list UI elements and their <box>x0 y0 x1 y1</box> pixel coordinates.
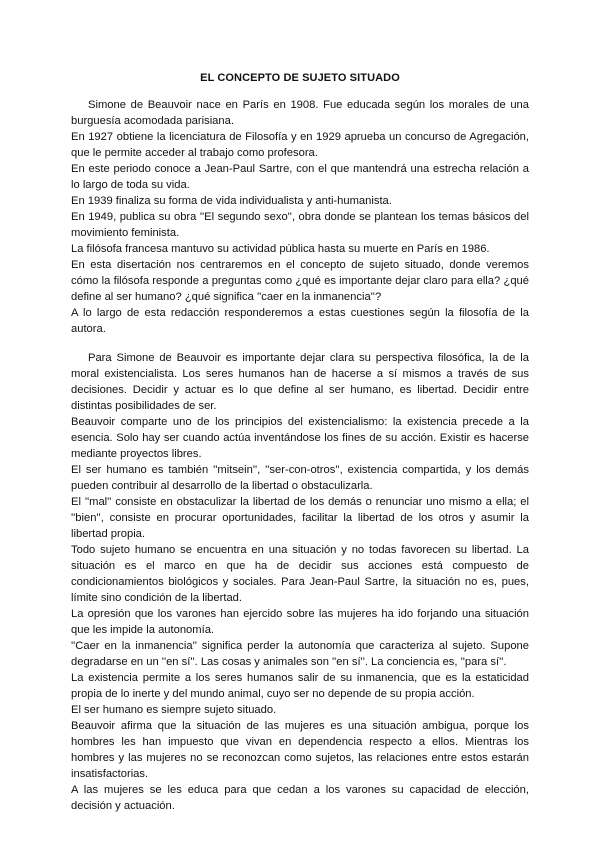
section-development <box>71 350 529 814</box>
paragraph: A lo largo de esta redacción responderemos a estas cuestiones según la filosofía de la autora. <box>71 307 529 335</box>
paragraph: En este periodo conoce a Jean-Paul Sartre, con el que mantendrá una estrecha relación a lo largo de toda su vida. <box>71 163 529 191</box>
paragraph: En esta disertación nos centraremos en el concepto de sujeto situado, donde veremos cómo la filósofa responde a preguntas como ¿qué es importante dejar claro para ella? ¿qué define al ser humano? ¿qué significa ''caer en la inmanencia''? <box>71 259 529 303</box>
paragraph: Para Simone de Beauvoir es importante dejar clara su perspectiva filosófica, la de la moral existencialista. Los seres humanos han de hacerse a sí mismos a través de sus decisiones. Decidir y actuar es lo que define al ser humano, es libertad. Decidir entre distintas posibilidades de ser. <box>71 352 529 412</box>
paragraph: La filósofa francesa mantuvo su actividad pública hasta su muerte en París en 1986. <box>71 243 490 255</box>
paragraph: La opresión que los varones han ejercido sobre las mujeres ha ido forjando una situación que les impide la autonomía. <box>71 608 529 636</box>
document-title: EL CONCEPTO DE SUJETO SITUADO <box>200 72 400 84</box>
paragraph: En 1927 obtiene la licenciatura de Filosofía y en 1929 aprueba un concurso de Agregación, que le permite acceder al trabajo como profesora. <box>71 131 529 159</box>
paragraph: El ''mal'' consiste en obstaculizar la libertad de los demás o renunciar uno mismo a ella; el ''bien'', consiste en procurar oportunidades, facilitar la libertad de los otros y asumir la libertad propia. <box>71 496 529 540</box>
paragraph: Beauvoir comparte uno de los principios del existencialismo: la existencia precede a la esencia. Solo hay ser cuando actúa inventándose los fines de su acción. Existir es hacerse mediante proyectos libres. <box>71 416 529 460</box>
paragraph: Simone de Beauvoir nace en París en 1908. Fue educada según los morales de una burguesía acomodada parisiana. <box>71 99 529 127</box>
paragraph: El ser humano es también ''mitsein'', ''ser-con-otros'', existencia compartida, y los demás pueden contribuir al desarrollo de la libertad o obstaculizarla. <box>71 464 529 492</box>
paragraph: Todo sujeto humano se encuentra en una situación y no todas favorecen su libertad. La situación es el marco en que ha de decidir sus acciones está compuesto de condicionamientos biológicos y sociales. Para Jean-Paul Sartre, la situación no es, pues, límite sino condición de la libertad. <box>71 544 529 604</box>
paragraph: En 1939 finaliza su forma de vida individualista y anti-humanista. <box>71 195 392 207</box>
paragraph: ''Caer en la inmanencia'' significa perder la autonomía que caracteriza al sujeto. Supone degradarse en un ''en sí''. Las cosas y animales son ''en sí''. La conciencia es, ''para sí''. <box>71 640 529 668</box>
paragraph: El ser humano es siempre sujeto situado. <box>71 704 277 716</box>
section-introduction <box>71 97 529 337</box>
paragraph: Beauvoir afirma que la situación de las mujeres es una situación ambigua, porque los hombres les han impuesto que vivan en dependencia respecto a ellos. Mientras los hombres y las mujeres no se reconozcan como sujetos, las relaciones entre estos estarán insatisfactorias. <box>71 720 529 780</box>
paragraph: La existencia permite a los seres humanos salir de su inmanencia, que es la estaticidad propia de lo inerte y del mundo animal, cuyo ser no depende de su propia acción. <box>71 672 529 700</box>
paragraph: En 1949, publica su obra ''El segundo sexo'', obra donde se plantean los temas básicos del movimiento feminista. <box>71 211 529 239</box>
paragraph: A las mujeres se les educa para que cedan a los varones su capacidad de elección, decisión y actuación. <box>71 784 529 812</box>
